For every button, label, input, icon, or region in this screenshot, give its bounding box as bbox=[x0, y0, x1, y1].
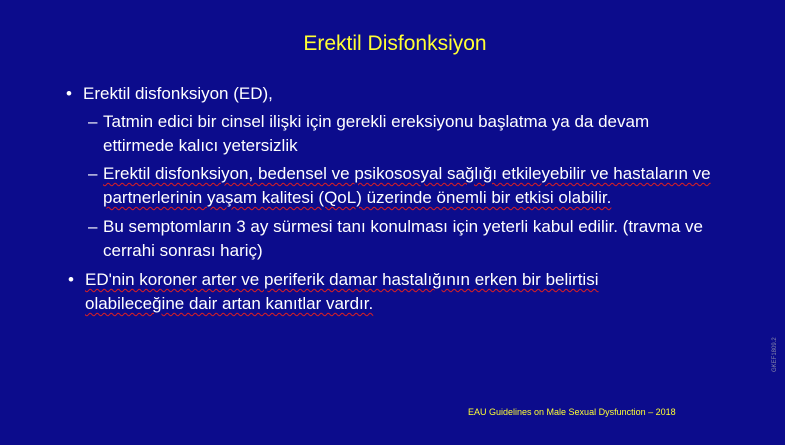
side-id: GKEF1809.2 bbox=[772, 337, 778, 372]
bullet-text: ED'nin koroner arter ve periferik damar hastalığının erken bir belirtisi olabileceğine dair artan kanıtlar vardır. bbox=[85, 270, 599, 313]
bullet-marker: • bbox=[66, 84, 72, 103]
dash-marker: – bbox=[88, 164, 98, 183]
bullet-text: Erektil disfonksiyon (ED), bbox=[83, 84, 273, 103]
subbullet-definition bbox=[88, 110, 718, 158]
dash-marker: – bbox=[88, 217, 98, 236]
subbullet-text: Bu semptomların 3 ay sürmesi tanı konulması için yeterli kabul edilir. (travma ve cerrahi sonrası hariç) bbox=[103, 217, 703, 260]
bullet-ed-definition bbox=[66, 82, 716, 106]
subbullet-text: Erektil disfonksiyon, bedensel ve psikososyal sağlığı etkileyebilir ve hastaların ve partnerlerinin yaşam kalitesi (QoL) üzerinde önemli bir etkisi olabilir. bbox=[103, 164, 711, 207]
bullet-coronary-marker bbox=[68, 268, 668, 316]
subbullet-qol bbox=[88, 162, 763, 210]
bullet-marker: • bbox=[68, 270, 74, 289]
dash-marker: – bbox=[88, 112, 98, 131]
subbullet-text: Tatmin edici bir cinsel ilişki için gerekli ereksiyonu başlatma ya da devam ettirmede kalıcı yetersizlik bbox=[103, 112, 650, 155]
footer-citation: EAU Guidelines on Male Sexual Dysfunction – 2018 bbox=[468, 407, 676, 417]
slide-title: Erektil Disfonksiyon bbox=[303, 32, 487, 55]
subbullet-duration bbox=[88, 215, 758, 263]
